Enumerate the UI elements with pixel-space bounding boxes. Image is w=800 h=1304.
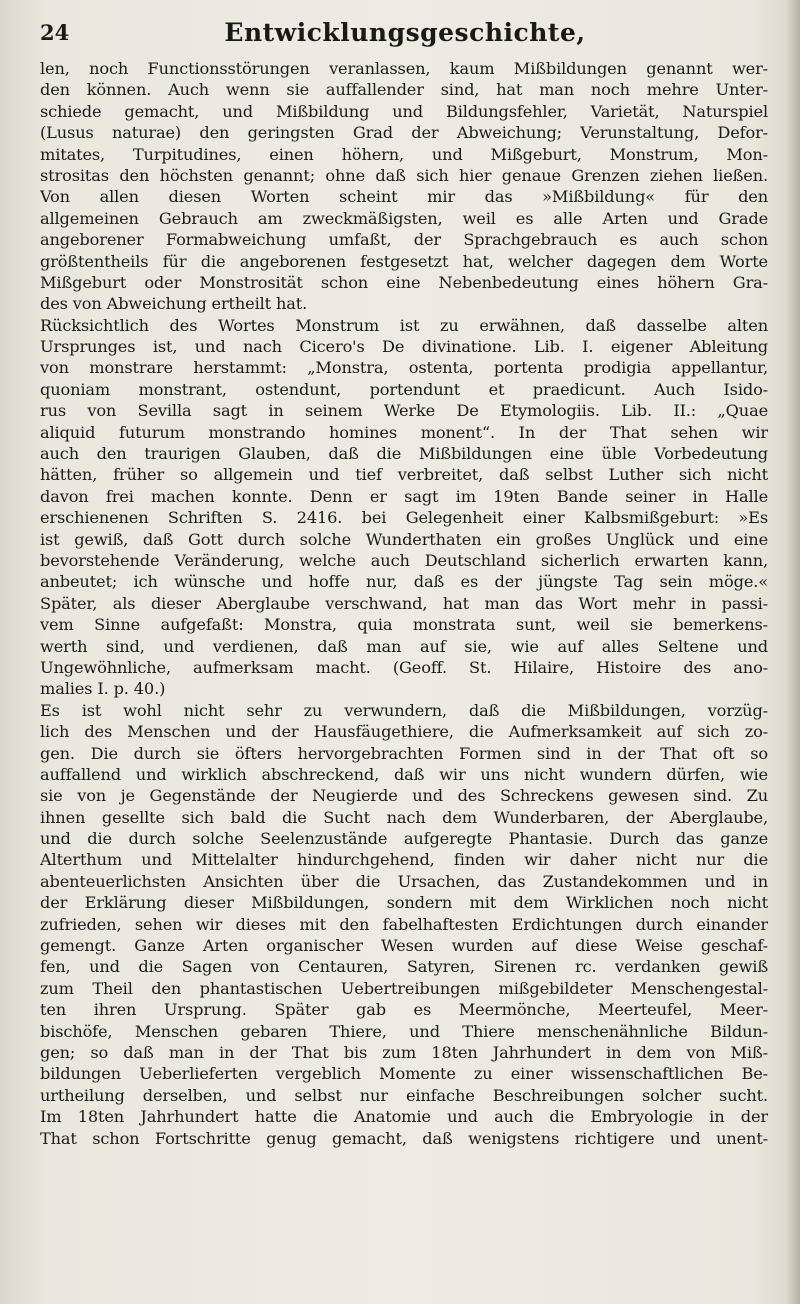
text-line: bischöfe, Menschen gebaren Thiere, und Thiere menschenähnliche Bildun-	[40, 1021, 768, 1041]
text-line: bevorstehende Veränderung, welche auch Deutschland sicherlich erwarten kann,	[40, 550, 768, 570]
text-line: urtheilung derselben, und selbst nur einfache Beschreibungen solcher sucht.	[40, 1085, 768, 1105]
text-line: zufrieden, sehen wir dieses mit den fabelhaftesten Erdichtungen durch einander	[40, 914, 768, 934]
body-text	[40, 58, 768, 1294]
text-line: Ungewöhnliche, aufmerksam macht. (Geoff. St. Hilaire, Histoire des ano-	[40, 657, 768, 677]
text-line: bildungen Ueberlieferten vergeblich Momente zu einer wissenschaftlichen Be-	[40, 1064, 768, 1084]
text-line: Im 18ten Jahrhundert hatte die Anatomie und auch die Embryologie in der	[40, 1107, 768, 1127]
text-line: strositas den höchsten genannt; ohne daß sich hier genaue Grenzen ziehen ließen.	[40, 165, 768, 185]
text-line: von monstrare herstammt: „Monstra, ostenta, portenta prodigia appellantur,	[40, 358, 768, 378]
text-line: allgemeinen Gebrauch am zweckmäßigsten, weil es alle Arten und Grade	[40, 208, 768, 228]
text-line: len, noch Functionsstörungen veranlassen, kaum Mißbildungen genannt wer-	[40, 59, 768, 78]
text-line: zum Theil den phantastischen Uebertreibungen mißgebildeter Menschengestal-	[40, 978, 768, 998]
text-line: (Lusus naturae) den geringsten Grad der Abweichung; Verunstaltung, Defor-	[40, 123, 768, 143]
text-line: rus von Sevilla sagt in seinem Werke De Etymologiis. Lib. II.: „Quae	[40, 401, 768, 421]
text-line: den können. Auch wenn sie auffallender sind, hat man noch mehre Unter-	[40, 80, 768, 100]
text-line: quoniam monstrant, ostendunt, portendunt et praedicunt. Auch Isido-	[40, 379, 768, 399]
text-line: werth sind, und verdienen, daß man auf sie, wie auf alles Seltene und	[40, 636, 768, 656]
text-line: Ursprunges ist, und nach Cicero's De divinatione. Lib. I. eigener Ableitung	[40, 337, 768, 357]
page-header	[40, 20, 770, 50]
text-line: gen; so daß man in der That bis zum 18ten Jahrhundert in dem von Miß-	[40, 1042, 768, 1062]
text-line: fen, und die Sagen von Centauren, Satyren, Sirenen rc. verdanken gewiß	[40, 957, 768, 977]
text-line: Rücksichtlich des Wortes Monstrum ist zu erwähnen, daß dasselbe alten	[40, 315, 768, 335]
text-line: des von Abweichung ertheilt hat.	[40, 294, 308, 314]
text-line: ist gewiß, daß Gott durch solche Wunderthaten ein großes Unglück und eine	[40, 529, 768, 549]
text-line: malies I. p. 40.)	[40, 679, 166, 699]
text-line: ihnen gesellte sich bald die Sucht nach dem Wunderbaren, der Aberglaube,	[40, 807, 768, 827]
text-line: erschienenen Schriften S. 2416. bei Gelegenheit einer Kalbsmißgeburt: »Es	[40, 508, 768, 528]
text-line: gemengt. Ganze Arten organischer Wesen wurden auf diese Weise geschaf-	[40, 936, 768, 956]
text-line: abenteuerlichsten Ansichten über die Ursachen, das Zustandekommen und in	[40, 871, 768, 891]
text-line: ten ihren Ursprung. Später gab es Meermönche, Meerteufel, Meer-	[40, 1000, 768, 1020]
text-line: vem Sinne aufgefaßt: Monstra, quia monstrata sunt, weil sie bemerkens-	[40, 615, 768, 635]
text-line: auffallend und wirklich abschreckend, daß wir uns nicht wundern dürfen, wie	[40, 764, 768, 784]
text-line: Später, als dieser Aberglaube verschwand, hat man das Wort mehr in passi-	[40, 593, 768, 613]
text-line: That schon Fortschritte genug gemacht, daß wenigstens richtigere und unent-	[40, 1128, 768, 1148]
text-line: anbeutet; ich wünsche und hoffe nur, daß es der jüngste Tag sein möge.«	[40, 572, 768, 592]
text-line: mitates, Turpitudines, einen höhern, und Mißgeburt, Monstrum, Mon-	[40, 144, 768, 164]
page-number: 24	[40, 20, 70, 45]
text-line: aliquid futurum monstrando homines monent“. In der That sehen wir	[40, 422, 768, 442]
text-line: Es ist wohl nicht sehr zu verwundern, daß die Mißbildungen, vorzüg-	[40, 700, 768, 720]
text-line: angeborener Formabweichung umfaßt, der Sprachgebrauch es auch schon	[40, 230, 768, 250]
text-line: schiede gemacht, und Mißbildung und Bildungsfehler, Varietät, Naturspiel	[40, 101, 768, 121]
text-line: lich des Menschen und der Hausfäugethiere, die Aufmerksamkeit auf sich zo-	[40, 722, 768, 742]
text-line: der Erklärung dieser Mißbildungen, sondern mit dem Wirklichen noch nicht	[40, 893, 768, 913]
text-line: sie von je Gegenstände der Neugierde und des Schreckens gewesen sind. Zu	[40, 786, 768, 806]
text-line: hätten, früher so allgemein und tief verbreitet, daß selbst Luther sich nicht	[40, 465, 768, 485]
page-edge-shadow	[786, 0, 800, 1304]
text-line: Mißgeburt oder Monstrosität schon eine Nebenbedeutung eines höhern Gra-	[40, 272, 768, 292]
text-line: größtentheils für die angeborenen festgesetzt hat, welcher dagegen dem Worte	[40, 251, 768, 271]
text-line: und die durch solche Seelenzustände aufgeregte Phantasie. Durch das ganze	[40, 829, 768, 849]
text-line: Von allen diesen Worten scheint mir das »Mißbildung« für den	[40, 187, 768, 207]
text-line: auch den traurigen Glauben, daß die Mißbildungen eine üble Vorbedeutung	[40, 444, 768, 464]
running-head: Entwicklungsgeschichte,	[224, 18, 586, 47]
text-line: Alterthum und Mittelalter hindurchgehend, finden wir daher nicht nur die	[40, 850, 768, 870]
text-line: davon frei machen konnte. Denn er sagt im 19ten Bande seiner in Halle	[40, 486, 768, 506]
text-line: gen. Die durch sie öfters hervorgebrachten Formen sind in der That oft so	[40, 743, 768, 763]
